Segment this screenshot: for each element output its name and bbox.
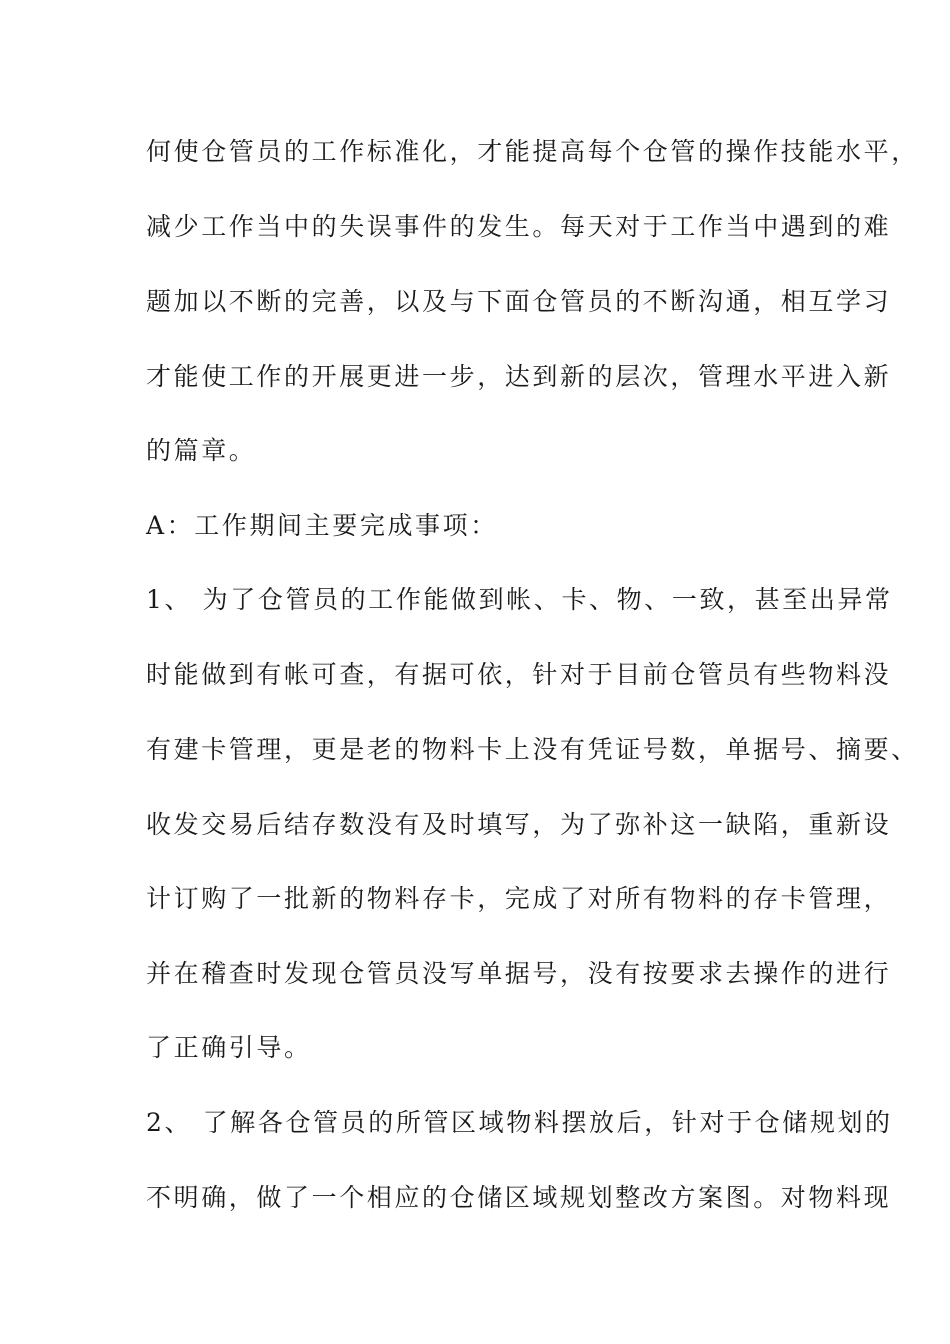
paragraph-line: 的篇章。 bbox=[146, 436, 257, 465]
list-item-2-line: 2、 了解各仓管员的所管区域物料摆放后，针对于仓储规划的 bbox=[146, 1108, 893, 1137]
list-item-1-line: 有建卡管理，更是老的物料卡上没有凭证号数，单据号、摘要、 bbox=[146, 735, 919, 764]
list-item-1-line: 时能做到有帐可查，有据可依，针对于目前仓管员有些物料没 bbox=[146, 660, 892, 689]
list-item-1-line: 收发交易后结存数没有及时填写，为了弥补这一缺陷，重新设 bbox=[146, 810, 892, 839]
list-item-1-line: 1、 为了仓管员的工作能做到帐、卡、物、一致，甚至出异常 bbox=[146, 585, 893, 614]
section-heading: A：工作期间主要完成事项： bbox=[146, 511, 498, 540]
list-item-2-line: 不明确，做了一个相应的仓储区域规划整改方案图。对物料现 bbox=[146, 1183, 892, 1212]
list-item-1-line: 并在稽查时发现仓管员没写单据号，没有按要求去操作的进行 bbox=[146, 959, 892, 988]
paragraph-line: 题加以不断的完善，以及与下面仓管员的不断沟通，相互学习 bbox=[146, 287, 892, 316]
paragraph-line: 何使仓管员的工作标准化，才能提高每个仓管的操作技能水平， bbox=[146, 137, 919, 166]
list-item-1-line: 计订购了一批新的物料存卡，完成了对所有物料的存卡管理， bbox=[146, 884, 892, 913]
paragraph-line: 才能使工作的开展更进一步，达到新的层次，管理水平进入新 bbox=[146, 362, 892, 391]
paragraph-line: 减少工作当中的失误事件的发生。每天对于工作当中遇到的难 bbox=[146, 212, 892, 241]
list-item-1-line: 了正确引导。 bbox=[146, 1033, 312, 1062]
